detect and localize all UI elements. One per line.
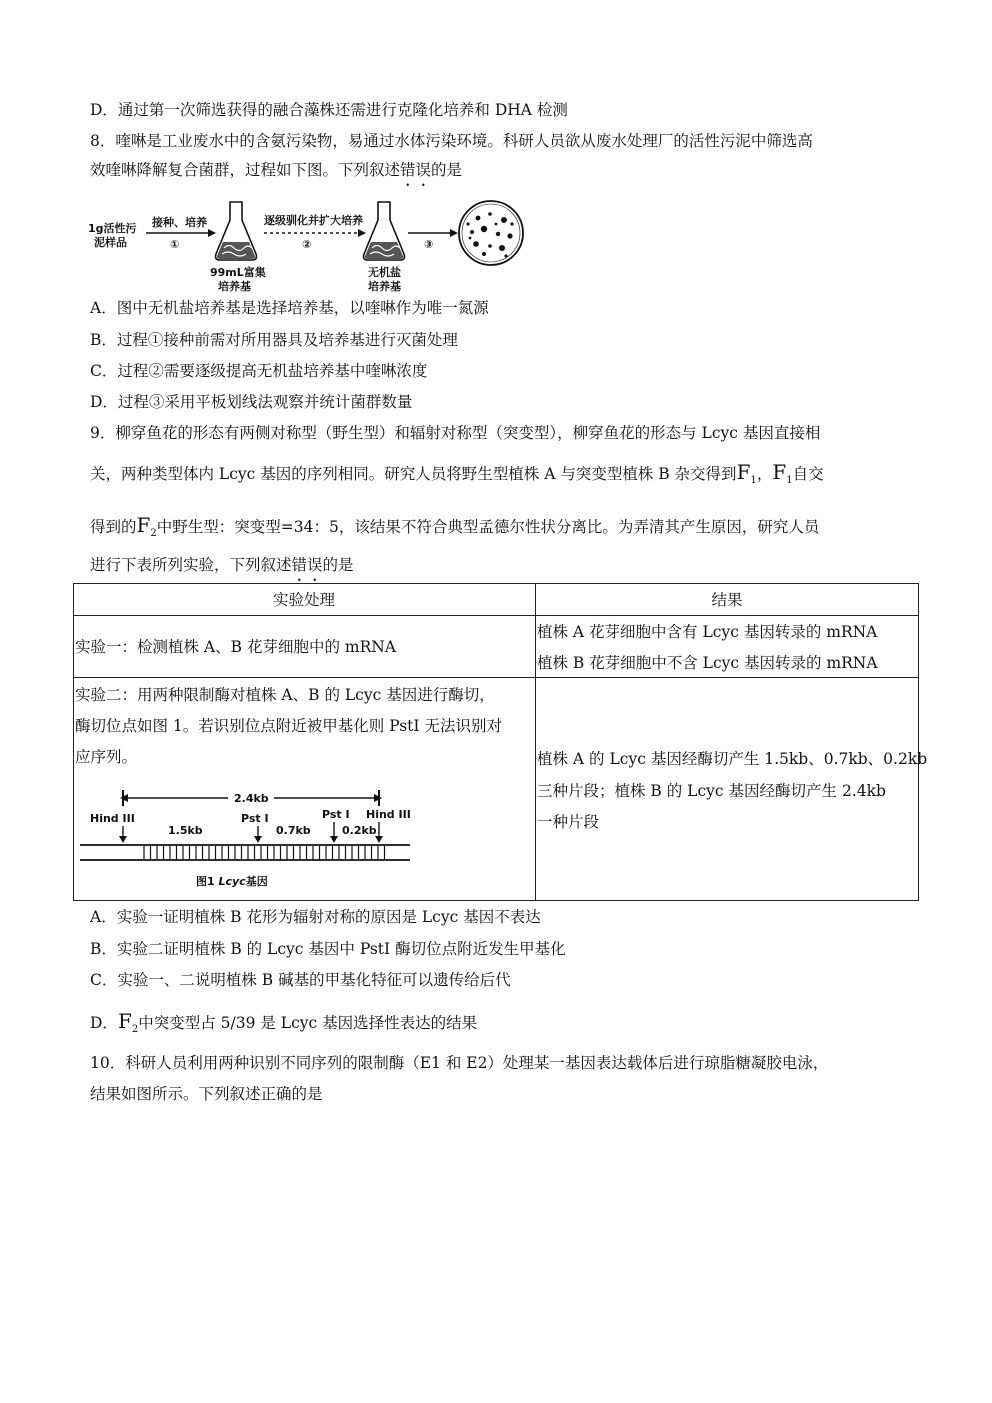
q9-f1-symbol-b: F	[772, 460, 787, 484]
q9-table-row2-result-3: 一种片段	[537, 813, 600, 831]
fig1-caption-gene: Lcyc	[218, 875, 246, 888]
q8-arrow2-number: ②	[302, 238, 312, 251]
q9-f2-subscript: 2	[150, 528, 157, 539]
q9-table-row2-treatment-2: 酶切位点如图 1。若识别位点附近被甲基化则 PstI 无法识别对	[75, 717, 502, 735]
q8-arrow1-label: 接种、培养	[152, 216, 207, 229]
q8-arrow1-head	[208, 229, 216, 237]
q9-stem-line3-text-a: 得到的	[90, 518, 137, 536]
q8-flask1-label-1: 99mL富集	[210, 266, 266, 279]
fig1-caption	[196, 874, 268, 888]
q9-option-d-text: 中突变型占 5/39 是 Lcyc 基因选择性表达的结果	[138, 1014, 478, 1032]
fig1-total-length: 2.4kb	[234, 792, 269, 805]
q9-table-column-divider	[535, 583, 536, 901]
q8-emphasis-cuo: 错	[400, 161, 416, 179]
q8-petri-plate	[459, 201, 523, 265]
fig1-hindiii-right-arrowhead	[375, 836, 383, 843]
fig1-psti-1-arrowhead	[254, 836, 262, 843]
q8-sample-label-1: 1g活性污	[88, 222, 137, 235]
fig1-psti-2-arrowhead	[330, 836, 338, 843]
q9-option-a: A．实验一证明植株 B 花形为辐射对称的原因是 Lcyc 基因不表达	[90, 908, 541, 926]
q9-table-row2-treatment-3: 应序列。	[75, 748, 138, 766]
q9-table-row-divider-1	[73, 615, 919, 616]
q9-table-header-treatment: 实验处理	[272, 591, 335, 609]
fig1-psti-2-label: Pst I	[322, 808, 350, 821]
fig1-segment-1-length: 1.5kb	[168, 824, 203, 837]
q8-emphasis-wu: 误	[415, 161, 432, 179]
q8-stem-line1: 8．喹啉是工业废水中的含氨污染物，易通过水体污染环境。科研人员欲从废水处理厂的活性污泥中筛选高	[90, 132, 813, 150]
q8-stem-text-b: 的是	[431, 161, 463, 179]
q9-stem-line2-text-b: 自交	[792, 465, 824, 483]
q9-table-header-result: 结果	[711, 591, 743, 609]
q9-f2-symbol: F	[136, 513, 151, 537]
q9-f1-subscript-b: 1	[786, 475, 793, 486]
q8-option-c: C．过程②需要逐级提高无机盐培养基中喹啉浓度	[90, 362, 428, 380]
q8-stem-text-a: 效喹啉降解复合菌群，过程如下图。下列叙述	[90, 161, 401, 179]
q8-stem-line2	[90, 160, 462, 180]
q8-arrow3-number: ③	[424, 238, 434, 251]
q8-process-figure	[86, 196, 536, 292]
q8-arrow1-number: ①	[170, 238, 180, 251]
q9-stem-line3	[90, 515, 819, 544]
q8-arrow3-head	[450, 229, 458, 237]
q8-option-a: A．图中无机盐培养基是选择培养基，以喹啉作为唯一氮源	[90, 299, 489, 317]
q9-f1-subscript-a: 1	[750, 475, 757, 486]
q9-option-d-prefix: D．	[90, 1014, 118, 1032]
q8-arrow2-label: 逐级驯化并扩大培养	[264, 214, 363, 227]
q9-table-row2-treatment-1: 实验二：用两种限制酶对植株 A、B 的 Lcyc 基因进行酶切，	[75, 686, 495, 704]
fig1-gene-region	[144, 846, 385, 859]
q9-stem-line2-text-a: 关，两种类型体内 Lcyc 基因的序列相同。研究人员将野生型植株 A 与突变型植株 B 杂交得到	[90, 465, 737, 483]
q8-option-d: D．过程③采用平板划线法观察并统计菌群数量	[90, 393, 413, 411]
q9-option-d	[90, 1011, 477, 1040]
q9-stem-line3-text-b: 中野生型：突变型=34：5，该结果不符合典型孟德尔性状分离比。为弄清其产生原因，研究人员	[156, 518, 820, 536]
fig1-hindiii-left-label: Hind III	[90, 812, 135, 825]
q9-stem-line4-text-a: 进行下表所列实验，下列叙述	[90, 556, 292, 574]
q9-option-c: C．实验一、二说明植株 B 碱基的甲基化特征可以遗传给后代	[90, 971, 511, 989]
q10-stem-line1: 10．科研人员利用两种识别不同序列的限制酶（E1 和 E2）处理某一基因表达载体后进行琼脂糖凝胶电泳，	[90, 1054, 829, 1072]
q9-emphasis-cuo: 错	[291, 556, 308, 574]
q9-stem-line2-sep: ，	[756, 465, 773, 483]
fig1-hindiii-right-label: Hind III	[366, 808, 411, 821]
q9-emphasis-wu: 误	[307, 556, 323, 574]
q9-option-b: B．实验二证明植株 B 的 Lcyc 基因中 PstI 酶切位点附近发生甲基化	[90, 940, 566, 958]
q9-option-d-f2-subscript: 2	[131, 1024, 139, 1035]
fig1-psti-1-label: Pst I	[241, 812, 269, 825]
q8-flask2	[364, 202, 405, 260]
q9-stem-line4	[90, 555, 354, 575]
q8-option-b: B．过程①接种前需对所用器具及培养基进行灭菌处理	[90, 331, 458, 349]
q9-table-row1-result-1: 植株 A 花芽细胞中含有 Lcyc 基因转录的 mRNA	[537, 623, 878, 641]
q9-stem-line4-text-b: 的是	[322, 556, 354, 574]
q9-stem-line1: 9．柳穿鱼花的形态有两侧对称型（野生型）和辐射对称型（突变型），柳穿鱼花的形态与 Lcyc 基因直接相	[90, 424, 821, 442]
q9-table-row2-result-1: 植株 A 的 Lcyc 基因经酶切产生 1.5kb、0.7kb、0.2kb	[537, 750, 928, 768]
q10-stem-line2: 结果如图所示。下列叙述正确的是	[90, 1085, 323, 1103]
q9-table-row1-treatment: 实验一：检测植株 A、B 花芽细胞中的 mRNA	[75, 638, 396, 656]
q9-option-d-f2-symbol: F	[117, 1009, 132, 1033]
q8-flask1-label-2: 培养基	[218, 280, 251, 292]
q8-flask1	[216, 202, 257, 260]
q8-flask2-label-1: 无机盐	[368, 266, 401, 279]
fig1-hindiii-left-arrowhead	[119, 836, 127, 843]
q9-stem-line2	[90, 462, 824, 491]
q9-table-row1-result-2: 植株 B 花芽细胞中不含 Lcyc 基因转录的 mRNA	[537, 654, 878, 672]
q9-table-row-divider-2	[73, 677, 919, 678]
q8-flask2-label-2: 培养基	[368, 280, 401, 292]
fig1-segment-3-length: 0.2kb	[342, 824, 377, 837]
fig1-caption-prefix: 图1	[196, 875, 219, 888]
q9-table-row2-result-2: 三种片段；植株 B 的 Lcyc 基因经酶切产生 2.4kb	[537, 782, 886, 800]
q9-fig1-lcyc-gene-map	[78, 786, 418, 894]
q7-option-d: D．通过第一次筛选获得的融合藻株还需进行克隆化培养和 DHA 检测	[90, 101, 568, 119]
q8-sample-label-2: 泥样品	[94, 236, 127, 249]
q8-arrow2-head	[358, 229, 366, 237]
q9-f1-symbol-a: F	[736, 460, 751, 484]
fig1-segment-2-length: 0.7kb	[276, 824, 311, 837]
fig1-caption-suffix: 基因	[245, 875, 268, 888]
